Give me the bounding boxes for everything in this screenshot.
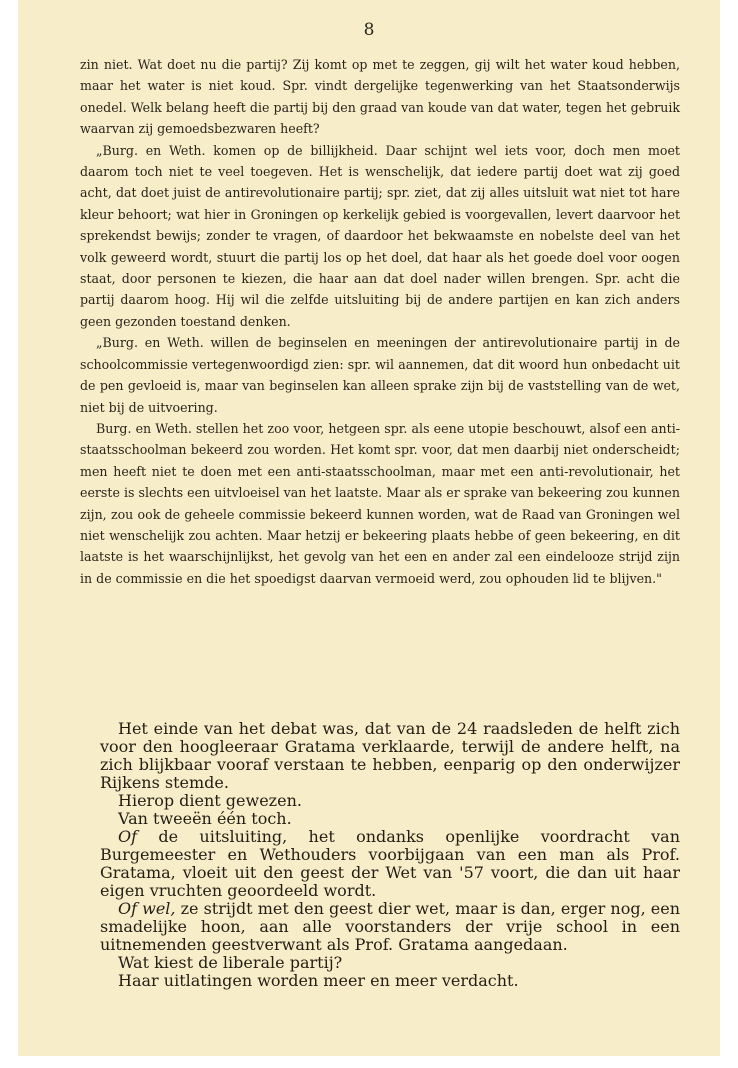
body-text-block [100,720,680,990]
body-text: ze strijdt met den geest dier wet, maar is dan, erger nog, een smadelijke hoon, aan alle voorstanders der vrije school in een uitnemenden geestverwant als Prof. Gratama aangedaan. [100,899,680,954]
page-number: 8 [363,20,375,40]
body-text: de uitsluiting, het ondanks openlijke voordracht van Burgemeester en Wethouders voorbijgaan van een man als Prof. Gratama, vloeit uit den geest der Wet van '57 voort, die dan uit haar eigen vruchten geoordeeld wordt. [100,827,680,900]
emphasis: Of wel, [118,899,176,918]
quote-paragraph: „Burg. en Weth. komen op de billijkheid. Daar schijnt wel iets voor, doch men moet daarom toch niet te veel toegeven. Het is wenschelijk, dat iedere partij doet wat zij goed acht, dat doet juist de antirevolutionaire partij; spr. ziet, dat zij alles uitsluit wat niet tot hare kleur behoort; wat hier in Groningen op kerkelijk gebied is voorgevallen, levert daarvoor het sprekendst bewijs; zonder te vragen, of daardoor het bekwaamste en nobelste deel van het volk geweerd wordt, stuurt die partij los op het doel, dat haar als het goede doel voor oogen staat, door personen te kiezen, die haar aan dat doel nader willen brengen. Spr. acht die partij daarom hoog. Hij wil die zelfde uitsluiting bij de andere partijen en kan zich anders geen gezonden toestand denken. [80,142,680,329]
body-paragraph [100,900,680,954]
emphasis: Of [118,827,138,846]
body-paragraph: Wat kiest de liberale partij? [118,953,343,972]
document-page [18,0,720,1056]
quote-paragraph: Burg. en Weth. stellen het zoo voor, hetgeen spr. als eene utopie beschouwt, alsof een anti-staatsschoolman bekeerd zou worden. Het komt spr. voor, dat men daarbij niet onderscheidt; men heeft niet te doen met een anti-staatsschoolman, maar met een anti-revolutionair, het eerste is slechts een uitvloeisel van het laatste. Maar als er sprake van bekeering zou kunnen zijn, zou ook de geheele commissie bekeerd kunnen worden, wat de Raad van Groningen wel niet wenschelijk zou achten. Maar hetzij er bekeering plaats hebbe of geen bekeering, en dit laatste is het waarschijnlijkst, het gevolg van het een en ander zal een eindelooze strijd zijn in de commissie en die het spoedigst daarvan vermoeid werd, zou ophouden lid te blijven." [80,420,680,586]
quote-paragraph: zin niet. Wat doet nu die partij? Zij komt op met te zeggen, gij wilt het water koud hebben, maar het water is niet koud. Spr. vindt dergelijke tegenwerking van het Staatsonderwijs onedel. Welk belang heeft die partij bij den graad van koude van dat water, tegen het gebruik waarvan zij gemoedsbezwaren heeft? [80,57,680,137]
body-paragraph: Het einde van het debat was, dat van de 24 raadsleden de helft zich voor den hoogleeraar Gratama verklaarde, terwijl de andere helft, na zich blijkbaar vooraf verstaan te hebben, eenparig op den onderwijzer Rijkens stemde. [100,719,680,792]
quote-paragraph: „Burg. en Weth. willen de beginselen en meeningen der antirevolutionaire partij in de schoolcommissie vertegenwoordigd zien: spr. wil aannemen, dat dit woord hun onbedacht uit de pen gevloeid is, maar van beginselen kan alleen sprake zijn bij de vaststelling van de wet, niet bij de uitvoering. [80,335,680,415]
body-paragraph [100,828,680,900]
body-paragraph: Van tweeën één toch. [118,809,292,828]
body-paragraph: Hierop dient gewezen. [118,791,302,810]
quoted-speech-block [80,54,680,589]
body-paragraph: Haar uitlatingen worden meer en meer verdacht. [118,971,519,990]
